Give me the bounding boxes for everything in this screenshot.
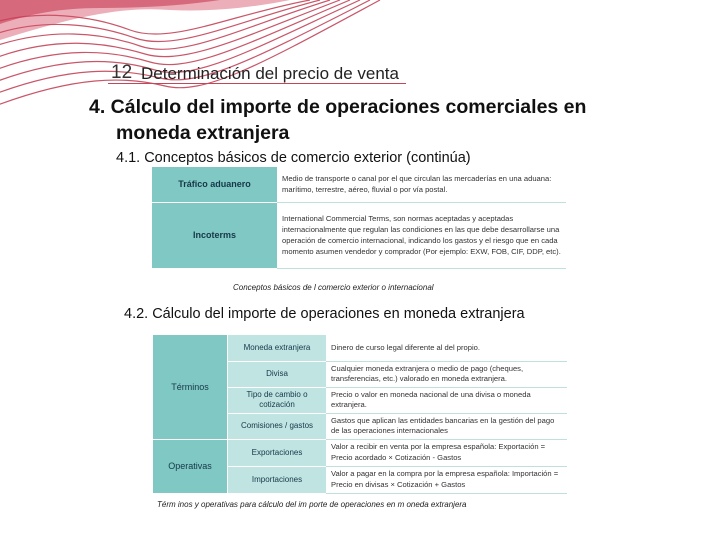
table-row [153,335,567,361]
definition-cell: Cualquier moneda extranjera o medio de pago (cheques, transferencias, etc.) valorado en moneda extranjera. [326,361,567,387]
definition-cell: Gastos que aplican las entidades bancarias en la gestión del pago de las operaciones internacionales [326,413,567,439]
chapter-number: 12 [111,62,133,83]
term-cell: Tipo de cambio o cotización [228,387,327,413]
subsection-2-title: 4.2. Cálculo del importe de operaciones en moneda extranjera [124,306,525,322]
term-cell: Moneda extranjera [228,335,327,361]
foreign-trade-concepts-table [152,167,566,269]
term-cell: Comisiones / gastos [228,413,327,439]
term-cell: Tráfico aduanero [152,167,277,202]
table-row [152,202,566,268]
table-2-caption: Térm inos y operativas para cálculo del im porte de operaciones en m oneda extranjera [157,500,467,509]
section-title-line1: 4. Cálculo del importe de operaciones comerciales en [89,96,587,118]
table-row [153,439,567,466]
group-label-terminos: Términos [153,335,228,439]
group-label-operativas: Operativas [153,439,228,493]
section-title [89,94,689,146]
term-cell: Divisa [228,361,327,387]
chapter-header [108,60,408,86]
table-1-caption: Conceptos básicos de l comercio exterior o internacional [233,283,434,292]
chapter-underline [108,83,406,84]
term-cell: Incoterms [152,202,277,268]
definition-cell: International Commercial Terms, son normas aceptadas y aceptadas internacionalmente que regulan las condiciones en las que debe desarrollarse una operación de comercio internacional, indicando los gastos y el riesgo que en cada momento asumen vendedor y comprador (Por ejemplo: EXW, FOB, CIF, DDP, etc). [277,202,566,268]
definition-cell: Valor a pagar en la compra por la empresa española: Importación = Precio en divisas × Cotización + Gastos [326,466,567,493]
definition-cell: Medio de transporte o canal por el que circulan las mercaderías en una aduana: marítimo, terrestre, aéreo, fluvial o por vía postal. [277,167,566,202]
definition-cell: Dinero de curso legal diferente al del propio. [326,335,567,361]
definition-cell: Precio o valor en moneda nacional de una divisa o moneda extranjera. [326,387,567,413]
table-row [152,167,566,202]
foreign-currency-terms-table [153,335,567,494]
chapter-title: Determinación del precio de venta [141,64,399,83]
definition-cell: Valor a recibir en venta por la empresa española: Exportación = Precio acordado × Cotización - Gastos [326,439,567,466]
term-cell: Exportaciones [228,439,327,466]
subsection-1-title: 4.1. Conceptos básicos de comercio exterior (continúa) [116,150,471,166]
section-title-line2: moneda extranjera [116,122,290,144]
term-cell: Importaciones [228,466,327,493]
